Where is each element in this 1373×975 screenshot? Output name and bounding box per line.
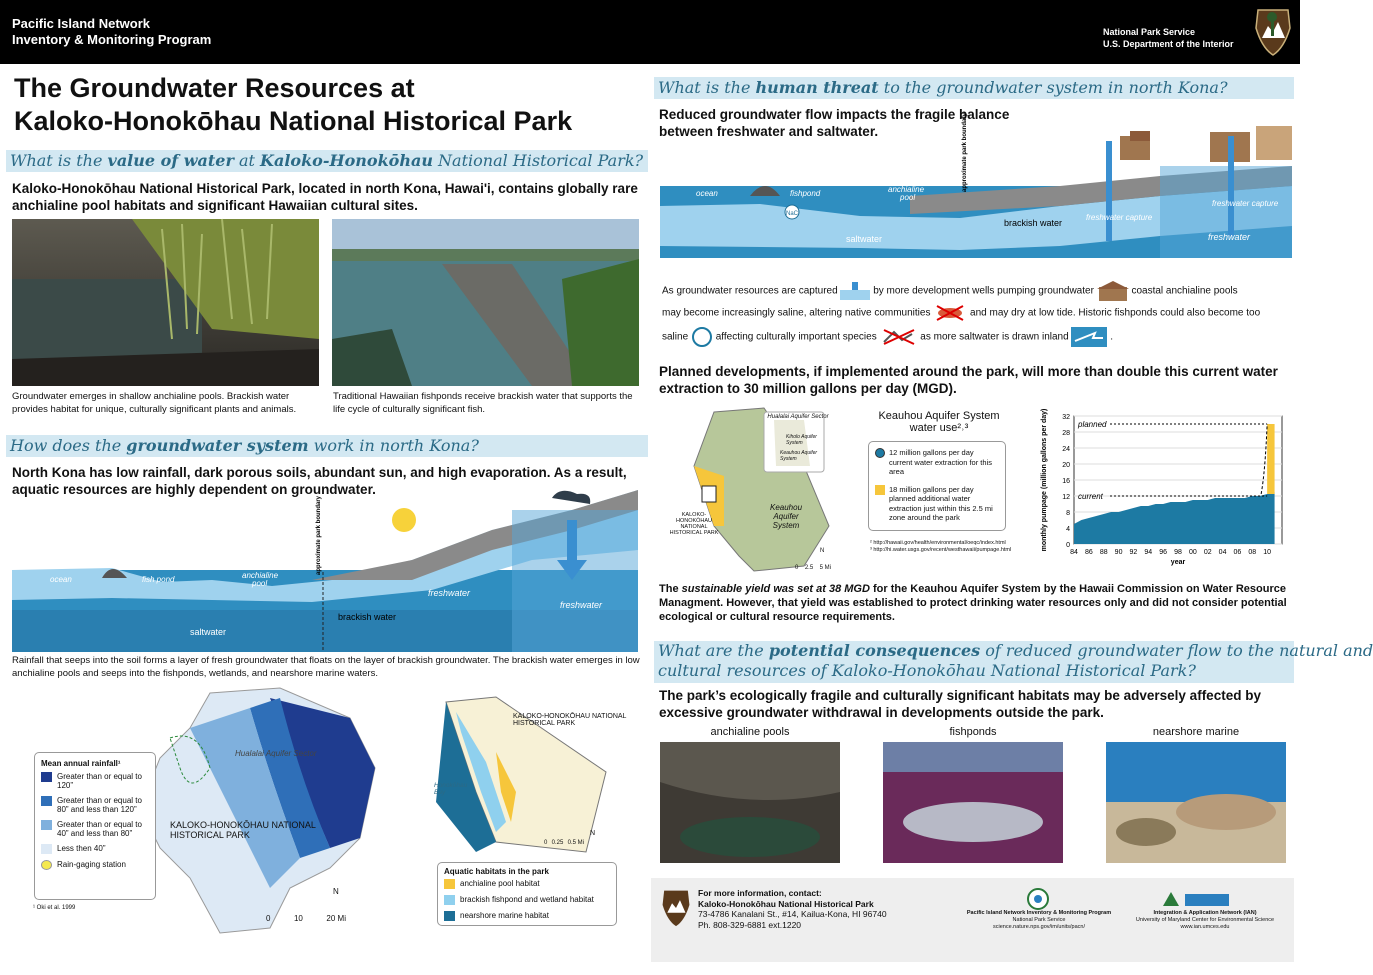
- chart-xtick-label: 90: [1114, 549, 1123, 556]
- chart-annotation-current: current: [1078, 492, 1103, 501]
- diagram-label-ocean: ocean: [50, 575, 72, 584]
- rainfall-legend-label: Rain-gaging station: [57, 860, 126, 869]
- chart-ytick-label: 20: [1062, 462, 1070, 469]
- map1-north: N: [333, 887, 339, 896]
- water-use-legend: [868, 441, 1006, 531]
- native-community-crossed-icon: [933, 304, 967, 322]
- development-icon: [1097, 281, 1129, 301]
- rainfall-legend-label: Greater than or equal to 40” and less than 80”: [57, 820, 142, 838]
- header-bar: [0, 0, 1300, 64]
- diagram-label-pool: pool: [252, 579, 268, 588]
- rainfall-legend-label: Greater than or equal to 120”: [57, 772, 142, 790]
- rainfall-legend-title: Mean annual rainfall¹: [41, 759, 121, 768]
- label-fishponds: fishponds: [949, 726, 997, 738]
- diagram-label-brackish: brackish water: [338, 612, 397, 622]
- map1-aquifer-label: Hualalai Aquifer Sector: [235, 749, 317, 758]
- habitat-legend-item: [444, 895, 610, 905]
- anchialine-pool-photo: [12, 219, 319, 386]
- chart-xtick-label: 08: [1248, 549, 1257, 556]
- chart-xtick-label: 94: [1144, 549, 1153, 556]
- habitat-legend-title: Aquatic habitats in the park: [444, 867, 549, 876]
- chart-ytick-label: 12: [1062, 494, 1070, 501]
- fishponds-photo: [883, 742, 1063, 863]
- section-human-threat-heading: What is the human threat to the groundwater system in north Kona?: [654, 77, 1294, 99]
- rainfall-legend-swatch: [41, 820, 52, 830]
- rainfall-legend-item: [41, 844, 149, 854]
- habitat-legend-item: [444, 911, 610, 921]
- pacn-credit: Pacific Island Network Inventory & Monitoring Program National Park Service science.nature.nps.gov/im/units/pacn/: [966, 910, 1112, 930]
- habitat-legend-swatch: [444, 895, 455, 905]
- diagram-label-boundary: approximate park boundary: [316, 495, 322, 575]
- section4-lead: The park’s ecologically fragile and culturally significant habitats may be adversely affected by excessive groundwater withdrawal in developments outside the park.: [659, 688, 1261, 720]
- rainfall-legend-item: [41, 772, 149, 790]
- footer: [651, 878, 1294, 962]
- water-use-title: Keauhou Aquifer System water use²˒³: [878, 410, 1000, 434]
- section3-lead: Reduced groundwater flow impacts the fragile balance between freshwater and saltwater.: [659, 107, 1010, 139]
- rainfall-legend-swatch: [41, 844, 52, 854]
- threat-label-anchialine: anchialine: [888, 185, 925, 194]
- groundwater-system-diagram: [12, 490, 638, 652]
- diagram-label-fishpond: fish pond: [142, 575, 175, 584]
- chart-xtick-label: 86: [1084, 549, 1093, 556]
- section-groundwater-system-heading: How does the groundwater system work in north Kona?: [6, 435, 648, 457]
- section2-lead: North Kona has low rainfall, dark porous soils, abundant sun, and high evaporation. As a result, aquatic resources are highly dependent on groundwater.: [12, 465, 627, 497]
- threat-label-saltwater: saltwater: [846, 234, 883, 244]
- ian-credit: Integration & Application Network (IAN) University of Maryland Center for Environmental Science www.ian.umces.edu: [1135, 910, 1275, 930]
- chart-xtick-label: 00: [1188, 549, 1197, 556]
- habitat-legend-label: nearshore marine habitat: [460, 911, 549, 920]
- diagram-label-saltwater: saltwater: [190, 627, 227, 637]
- well-capture-icon: [840, 282, 870, 300]
- chart-xtick-label: 06: [1233, 549, 1242, 556]
- water-use-current: 12 million gallons per day current water extraction for this area: [875, 448, 999, 477]
- map2-north: N: [590, 830, 596, 837]
- map1-park-label: KALOKO-HONOKŌHAU NATIONAL HISTORICAL PARK: [170, 820, 316, 840]
- ian-logo: [1161, 888, 1231, 908]
- agency-name: National Park Service U.S. Department of the Interior: [1103, 27, 1234, 49]
- threat-label-capture: freshwater capture: [1086, 213, 1153, 222]
- fishpond-photo: [332, 219, 639, 386]
- chart-ytick-label: 28: [1062, 430, 1070, 437]
- rainfall-legend-item: [41, 820, 149, 838]
- map1-footnote: ¹ Oki et al. 1999: [33, 905, 76, 911]
- rainfall-legend-label: Less then 40”: [57, 844, 106, 853]
- rainfall-legend: [34, 752, 156, 900]
- threat-row-2: may become increasingly saline, altering native communities and may dry at low tide. Historic fishponds could also become too: [662, 304, 1260, 322]
- threat-label-capture-2: freshwater capture: [1212, 199, 1279, 208]
- chart-ytick-label: 0: [1066, 542, 1070, 549]
- pumpage-chart: [1032, 406, 1292, 566]
- footer-nps-logo: [661, 888, 691, 928]
- habitat-legend-label: brackish fishpond and wetland habitat: [460, 895, 594, 904]
- current-use-swatch: [875, 448, 885, 458]
- diagram-label-freshwater-2: freshwater: [560, 600, 603, 610]
- chart-ytick-label: 4: [1066, 526, 1070, 533]
- diagram-label-freshwater: freshwater: [428, 588, 471, 598]
- habitat-legend: [437, 862, 617, 926]
- species-crossed-icon: [880, 328, 918, 346]
- threat-label-nacl: NaCl: [786, 211, 800, 217]
- habitat-legend-item: [444, 879, 610, 889]
- section-consequences-heading: What are the potential consequences of reduced groundwater flow to the natural and cultural resources of Kaloko-Honokōhau National Historical Park?: [654, 641, 1294, 683]
- map2-bay-label: Honokōhau Bay: [434, 782, 468, 796]
- chart-xtick-label: 10: [1263, 549, 1272, 556]
- chart-xtick-label: 04: [1218, 549, 1227, 556]
- page-title: The Groundwater Resources at Kaloko-Honokōhau National Historical Park: [14, 73, 573, 136]
- pacn-logo: [1027, 888, 1049, 910]
- rainfall-legend-item: [41, 796, 149, 814]
- chart-ylabel: monthly pumpage (million gallons per day): [1041, 408, 1048, 552]
- keauhou-map-north: N: [820, 548, 825, 554]
- chart-ytick-label: 16: [1062, 478, 1070, 485]
- section-value-of-water-heading: What is the value of water at Kaloko-Honokōhau National Historical Park?: [6, 150, 648, 172]
- keauhou-map-park: KALOKO-HONOKŌHAU NATIONAL HISTORICAL PARK: [669, 512, 719, 536]
- threat-label-pool: pool: [900, 193, 916, 202]
- planned-developments-lead: Planned developments, if implemented around the park, will more than double this current water extraction to 30 million gallons per day (MGD).: [659, 364, 1278, 396]
- anchialine-pools-photo: [660, 742, 840, 863]
- chart-xtick-label: 84: [1070, 549, 1078, 556]
- section1-lead: Kaloko-Honokōhau National Historical Park, located in north Kona, Hawai'i, contains globally rare anchialine pool habitats and significant Hawaiian cultural sites.: [12, 181, 638, 213]
- map2-park-label: KALOKO-HONOKŌHAU NATIONAL HISTORICAL PARK: [513, 713, 627, 727]
- water-use-planned: 18 million gallons per day planned additional water extraction just within this 2.5 mi zone around the park: [875, 485, 999, 523]
- threat-label-boundary: approximate park boundary: [962, 112, 968, 192]
- chart-annotation-planned: planned: [1078, 420, 1107, 429]
- habitat-legend-label: anchialine pool habitat: [460, 879, 540, 888]
- keauhou-map-center-label: Keauhou Aquifer System: [769, 503, 803, 530]
- keauhou-aquifer-map: [664, 406, 854, 576]
- chart-xtick-label: 98: [1174, 549, 1182, 556]
- caption-anchialine: Groundwater emerges in shallow anchialine pools. Brackish water provides habitat for unique, culturally significant plants and animals.: [12, 391, 297, 415]
- saltwater-inland-icon: [1071, 327, 1107, 347]
- rainfall-legend-label: Greater than or equal to 80” and less than 120”: [57, 796, 142, 814]
- threat-label-fishpond: fishpond: [790, 189, 821, 198]
- planned-use-swatch: [875, 485, 885, 495]
- threat-row-3: saline affecting culturally important species as more saltwater is drawn inland .: [662, 327, 1113, 347]
- org-name: Pacific Island Network Inventory & Monitoring Program: [12, 16, 212, 47]
- rainfall-legend-item: [41, 860, 149, 870]
- diagram-label-anchialine: anchialine: [242, 571, 279, 580]
- chart-xtick-label: 02: [1203, 549, 1212, 556]
- threat-label-brackish: brackish water: [1004, 218, 1063, 228]
- salt-nacl-icon: [691, 327, 713, 347]
- water-use-footnotes: ² http://hawaii.gov/health/environmental/oeqc/index.html ³ http://hi.water.usgs.gov/recent/westhawaii/pumpage.html: [870, 540, 1012, 553]
- caption-groundwater-system: Rainfall that seeps into the soil forms a layer of fresh groundwater that floats on the layer of brackish groundwater. The brackish water emerges in low anchialine pools and seeps into the fishponds, wetlands, and nearshore marine waters.: [12, 655, 640, 679]
- rainfall-legend-swatch: [41, 796, 52, 806]
- chart-xlabel: year: [1170, 559, 1186, 566]
- keauhou-map-sector: Hualalai Aquifer Sector: [767, 414, 829, 420]
- rainfall-legend-swatch: [41, 772, 52, 782]
- map1-scale: 0 10 20 Mi: [266, 914, 346, 923]
- footer-contact: For more information, contact: Kaloko-Honokōhau National Historical Park 73-4786 Kanalani St., #14, Kailua-Kona, HI 96740 Ph. 808-329-6881 ext.1220: [698, 888, 887, 930]
- sustainable-yield-text: The sustainable yield was set at 38 MGD for the Keauhou Aquifer System by the Hawaii Commission on Water Resource Managment. However, that yield was established to protect drinking water resources only and did not consider potential ecological or cultural resource requirements.: [659, 583, 1287, 623]
- caption-fishpond: Traditional Hawaiian fishponds receive brackish water that supports the life cycle of culturally significant fish.: [333, 391, 633, 415]
- nps-arrowhead-logo: [1254, 8, 1292, 56]
- chart-ytick-label: 32: [1062, 414, 1070, 421]
- label-nearshore-marine: nearshore marine: [1152, 726, 1240, 738]
- rainfall-legend-swatch: [41, 860, 52, 870]
- threat-label-freshwater: freshwater: [1208, 232, 1251, 242]
- threat-row-1: As groundwater resources are captured by more development wells pumping groundwater coastal anchialine pools: [662, 281, 1238, 301]
- chart-xtick-label: 92: [1129, 549, 1138, 556]
- habitat-legend-swatch: [444, 879, 455, 889]
- habitat-legend-swatch: [444, 911, 455, 921]
- chart-xtick-label: 96: [1159, 549, 1168, 556]
- keauhou-map-scale: 0 2.5 5 Mi: [795, 565, 831, 571]
- keauhou-map-keauhou: Keauhou Aquifer System: [780, 450, 818, 462]
- map2-scale: 0 0.25 0.5 Mi: [544, 840, 584, 846]
- chart-ytick-label: 24: [1062, 446, 1070, 453]
- nearshore-marine-photo: [1106, 742, 1286, 863]
- chart-xtick-label: 88: [1099, 549, 1108, 556]
- label-anchialine-pools: anchialine pools: [710, 726, 790, 738]
- chart-ytick-label: 8: [1066, 510, 1070, 517]
- chart-series-planned: [1267, 424, 1274, 494]
- threat-label-ocean: ocean: [696, 189, 718, 198]
- keauhou-map-kiholo: Kiholo Aquifer System: [786, 434, 817, 446]
